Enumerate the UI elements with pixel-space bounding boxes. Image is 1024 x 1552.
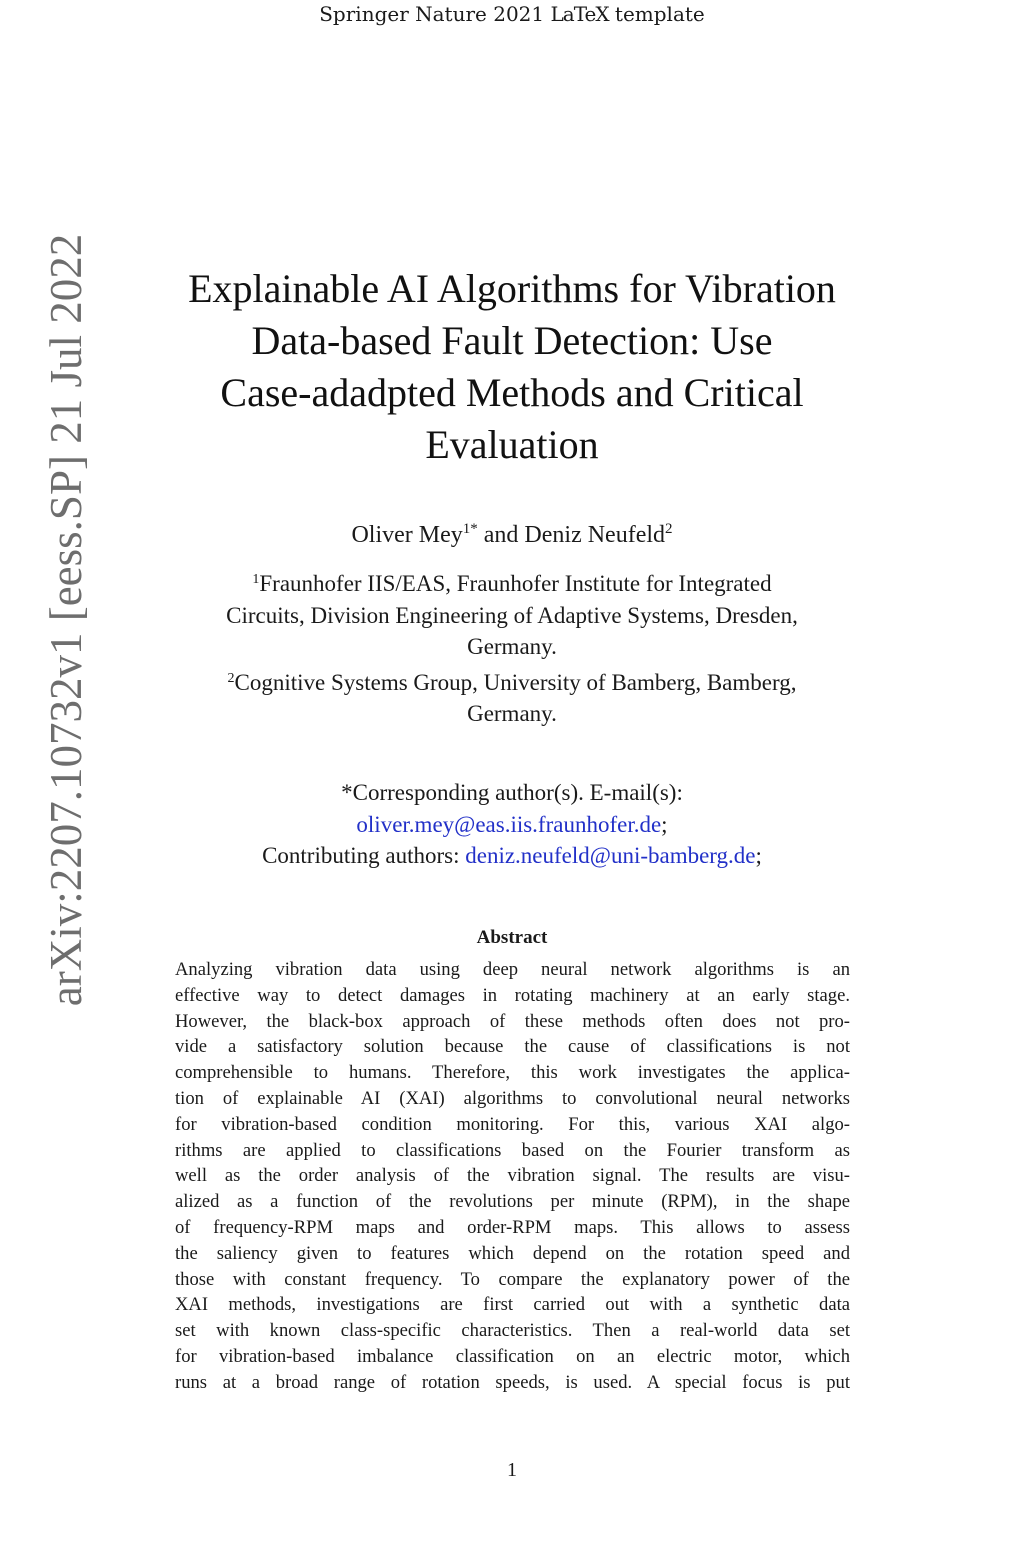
affiliation-marker: 1 — [252, 572, 260, 587]
abstract-line: alized as a function of the revolutions per minute (RPM), in the shape — [175, 1191, 850, 1213]
abstract-line: of frequency-RPM maps and order-RPM maps. This allows to assess — [175, 1216, 850, 1238]
title-line: Data-based Fault Detection: Use — [251, 318, 773, 363]
page-number: 1 — [507, 1459, 517, 1481]
abstract-heading: Abstract — [476, 927, 548, 948]
correspondence-block — [150, 777, 874, 872]
abstract-line: for vibration-based condition monitoring. For this, various XAI algo- — [175, 1113, 850, 1135]
header-suffix: template — [608, 2, 705, 26]
abstract-line: vide a satisfactory solution because the cause of classifications is not — [175, 1036, 850, 1058]
email-link-deniz[interactable]: deniz.neufeld@uni-bamberg.de — [465, 843, 756, 868]
abstract-line: those with constant frequency. To compare the explanatory power of the — [175, 1268, 850, 1290]
abstract-line: XAI methods, investigations are first carried out with a synthetic data — [175, 1294, 850, 1316]
affiliation-line: Germany. — [467, 634, 557, 659]
abstract-body — [175, 957, 850, 1396]
arxiv-identifier: arXiv:2207.10732v1 [eess.SP] 21 Jul 2022 — [41, 233, 91, 1007]
affiliation-line — [150, 663, 874, 699]
email-separator: ; — [661, 811, 668, 837]
latex-logo: LaTeX — [550, 2, 609, 26]
author-list — [100, 512, 924, 552]
contributing-label: Contributing authors: — [262, 843, 466, 868]
abstract-line: rithms are applied to classifications based on the Fourier transform as — [175, 1139, 850, 1161]
author-name: Oliver Mey — [351, 522, 463, 548]
paper-title — [160, 263, 864, 471]
affiliation-text: Cognitive Systems Group, University of Bamberg, Bamberg, — [234, 669, 797, 695]
affiliation-line — [150, 564, 874, 600]
corresponding-email-line — [150, 809, 874, 841]
corresponding-label: *Corresponding author(s). E-mail(s): — [341, 780, 683, 805]
abstract-line: comprehensible to humans. Therefore, this work investigates the applica- — [175, 1062, 850, 1084]
abstract-line: set with known class-specific characteristics. Then a real-world data set — [175, 1320, 850, 1342]
affiliation-line: Germany. — [467, 701, 557, 726]
email-separator: ; — [755, 843, 762, 868]
header-prefix: Springer Nature 2021 — [319, 2, 551, 26]
author-conjunction: and — [477, 522, 525, 548]
author-affil-marker: 1* — [462, 521, 478, 537]
affiliation-marker: 2 — [227, 670, 235, 686]
abstract-line: well as the order analysis of the vibration signal. The results are visu- — [175, 1165, 850, 1187]
affiliation-text: Fraunhofer IIS/EAS, Fraunhofer Institute for Integrated — [259, 571, 772, 596]
title-line: Explainable AI Algorithms for Vibration — [188, 266, 836, 311]
email-link-oliver[interactable]: oliver.mey@eas.iis.fraunhofer.de — [356, 811, 662, 837]
author-affil-marker: 2 — [665, 521, 673, 537]
affiliations — [150, 564, 874, 730]
abstract-line: runs at a broad range of rotation speeds, is used. A special focus is put — [175, 1371, 850, 1393]
abstract-line: the saliency given to features which depend on the rotation speed and — [175, 1242, 850, 1264]
abstract-line: However, the black-box approach of these methods often does not pro- — [175, 1010, 850, 1032]
title-line: Case-adadpted Methods and Critical — [220, 370, 804, 415]
running-header — [0, 0, 1024, 28]
affiliation-line: Circuits, Division Engineering of Adaptive Systems, Dresden, — [226, 602, 798, 628]
abstract-line: for vibration-based imbalance classification on an electric motor, which — [175, 1345, 850, 1367]
abstract-line: effective way to detect damages in rotating machinery at an early stage. — [175, 984, 850, 1006]
title-line: Evaluation — [425, 422, 599, 467]
abstract-line: Analyzing vibration data using deep neural network algorithms is an — [175, 959, 850, 980]
author-name: Deniz Neufeld — [524, 522, 666, 548]
abstract-line: tion of explainable AI (XAI) algorithms to convolutional neural networks — [175, 1087, 850, 1109]
contributing-line — [150, 840, 874, 872]
